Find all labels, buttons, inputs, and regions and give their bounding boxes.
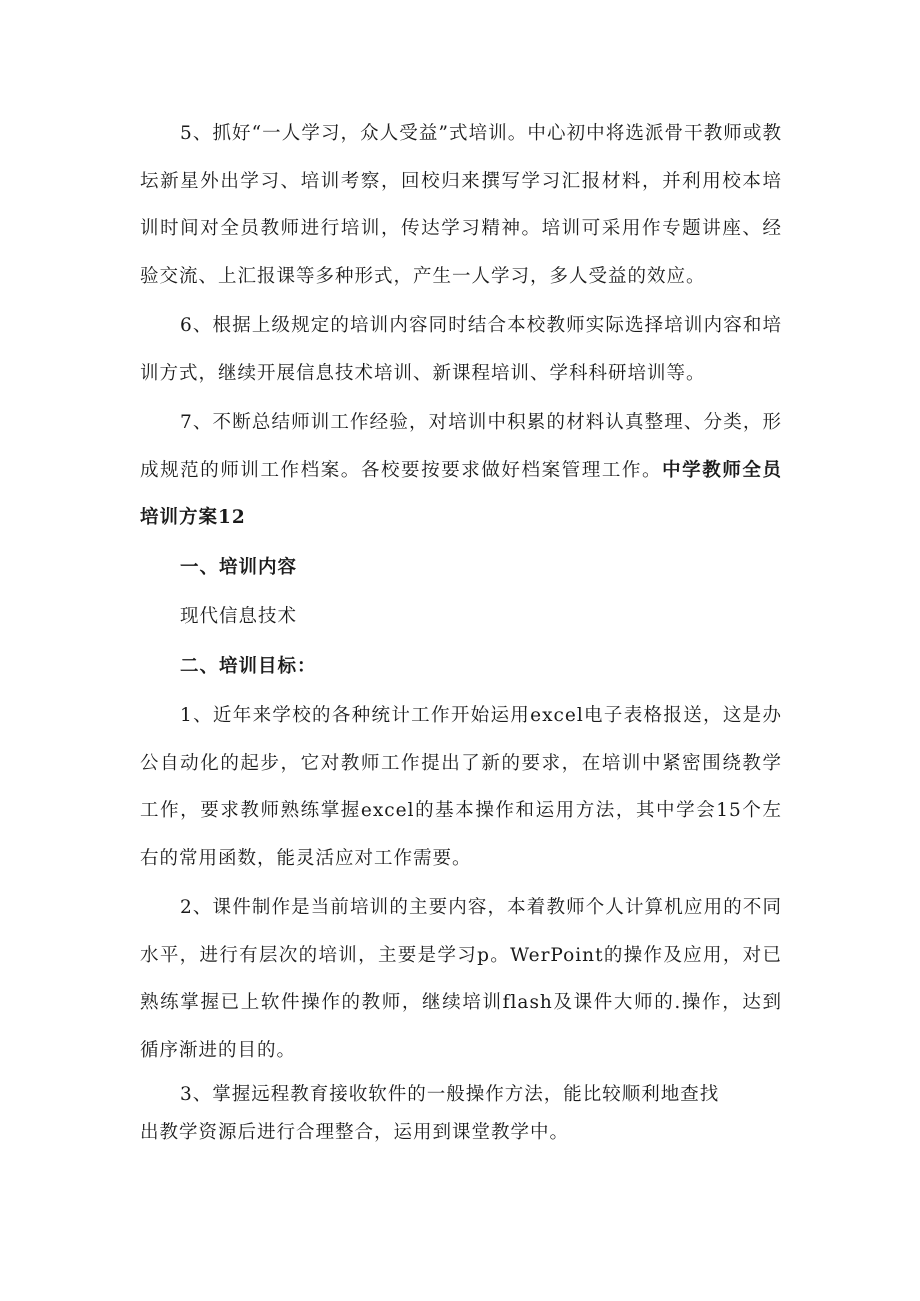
plan-title: 中学教师全员培训方案12: [140, 459, 782, 528]
paragraph-item-5: 5、抓好“一人学习，众人受益”式培训。中心初中将选派骨干教师或教坛新星外出学习、培训考察，回校归来撰写学习汇报材料，并利用校本培训时间对全员教师进行培训，传达学习精神。培训可采用作专题讲座、经验交流、上汇报课等多种形式，产生一人学习，多人受益的效应。: [140, 123, 782, 287]
goal-item-3-line-1: 3、掌握远程教育接收软件的一般操作方法，能比较顺利地查找: [180, 1084, 720, 1105]
goal-item-2: 2、课件制作是当前培训的主要内容，本着教师个人计算机应用的不同水平，进行有层次的培训，主要是学习p。WerPoint的操作及应用，对已熟练掌握已上软件操作的教师，继续培训flash及课件大师的.操作，达到循序渐进的目的。: [140, 897, 782, 1061]
goal-item-1: 1、近年来学校的各种统计工作开始运用excel电子表格报送，这是办公自动化的起步，它对教师工作提出了新的要求，在培训中紧密围绕教学工作，要求教师熟练掌握excel的基本操作和运用方法，其中学会15个左右的常用函数，能灵活应对工作需要。: [140, 705, 782, 869]
section-heading-goals: 二、培训目标：: [180, 655, 317, 677]
section-heading-content: 一、培训内容: [180, 556, 298, 578]
document-body: [140, 110, 782, 1152]
paragraph-item-7: [140, 399, 782, 542]
paragraph-item-6: 6、根据上级规定的培训内容同时结合本校教师实际选择培训内容和培训方式，继续开展信息技术培训、新课程培训、学科科研培训等。: [140, 315, 782, 384]
goal-item-3-line-2: 出教学资源后进行合理整合，运用到课堂教学中。: [140, 1122, 570, 1143]
paragraph-item-7-text: 7、不断总结师训工作经验，对培训中积累的材料认真整理、分类，形成规范的师训工作档案。各校要按要求做好档案管理工作。: [140, 412, 782, 481]
section-content-text: 现代信息技术: [180, 606, 298, 627]
